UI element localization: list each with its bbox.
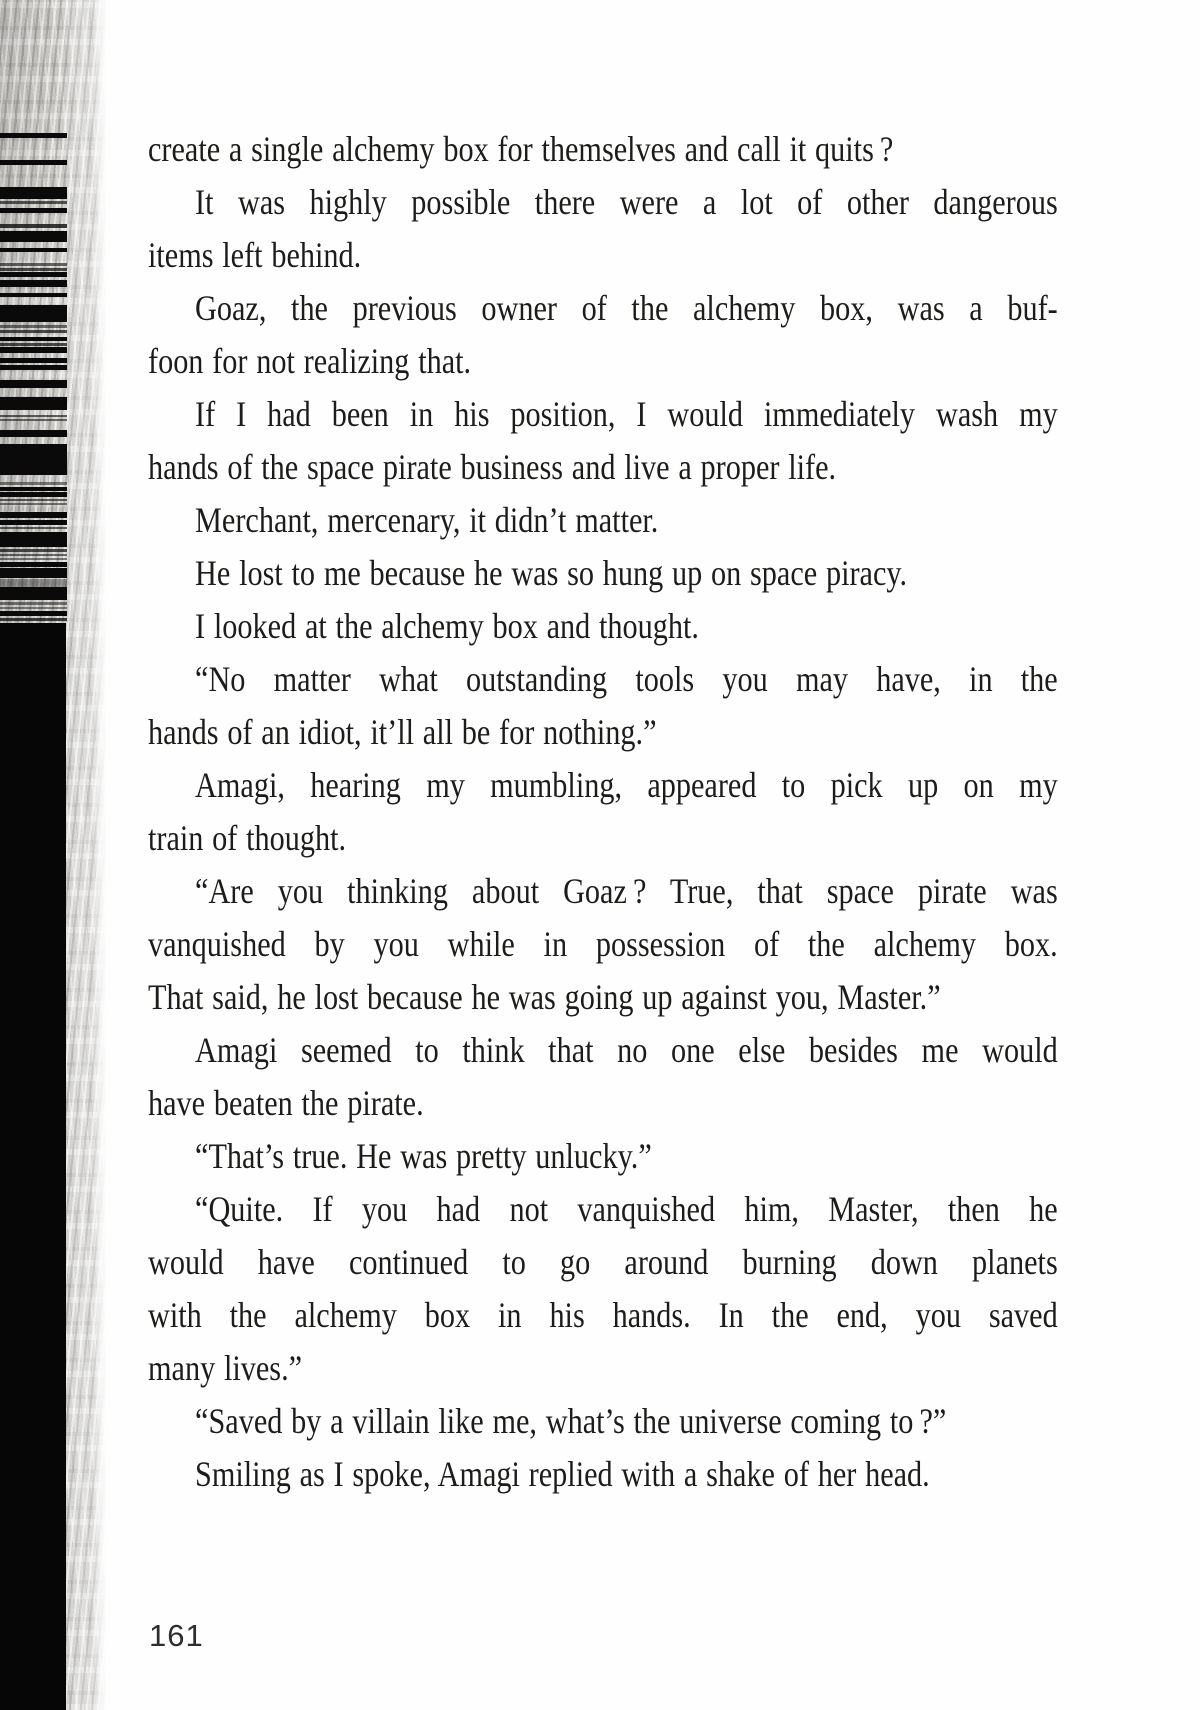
barcode-bar xyxy=(0,503,67,505)
barcode-bar xyxy=(0,187,67,199)
text-line: He lost to me because he was so hung up on space piracy. xyxy=(195,553,908,593)
text-line: “Are you thinking about Goaz ? True, that space pirate was xyxy=(195,871,1058,911)
text-line: with the alchemy box in his hands. In the end, you saved xyxy=(148,1295,1058,1335)
barcode-bar xyxy=(0,607,67,609)
barcode-bar xyxy=(0,611,67,616)
text-line: “No matter what outstanding tools you may have, in the xyxy=(195,659,1058,699)
text-line: Amagi, hearing my mumbling, appeared to pick up on my xyxy=(195,765,1058,805)
barcode-bar xyxy=(0,330,67,333)
text-line: “Saved by a villain like me, what’s the universe coming to ?” xyxy=(195,1401,947,1441)
barcode-bar xyxy=(0,444,67,475)
text-line: If I had been in his position, I would immediately wash my xyxy=(195,394,1058,434)
barcode-bar xyxy=(0,549,67,552)
text-line: vanquished by you while in possession of the alchemy box. xyxy=(148,924,1058,964)
barcode-bar xyxy=(0,562,67,567)
text-line: Amagi seemed to think that no one else besides me would xyxy=(195,1030,1058,1070)
text-line: Goaz, the previous owner of the alchemy box, was a buf- xyxy=(195,288,1058,328)
barcode-bar xyxy=(0,248,67,252)
body-text xyxy=(148,123,1058,1501)
barcode-bar xyxy=(0,487,67,491)
barcode-bar xyxy=(0,268,67,271)
barcode-bar xyxy=(0,305,67,322)
text-line: That said, he lost because he was going up against you, Master.” xyxy=(148,977,941,1017)
barcode-bar xyxy=(0,499,67,501)
barcode-bar xyxy=(0,512,67,518)
page-number: 161 xyxy=(149,1618,204,1653)
text-line: hands of the space pirate business and live a proper life. xyxy=(148,447,837,487)
barcode-bar xyxy=(0,558,67,560)
text-line: Smiling as I spoke, Amagi replied with a shake of her head. xyxy=(195,1454,930,1494)
barcode-bar xyxy=(0,201,67,204)
barcode-bar xyxy=(0,618,67,621)
barcode-bar xyxy=(0,554,67,556)
barcode-bar xyxy=(0,224,67,228)
barcode-bar xyxy=(0,532,67,547)
barcode-bar xyxy=(0,430,67,437)
barcode-bar xyxy=(0,419,67,421)
barcode-bar xyxy=(0,602,67,605)
text-line: would have continued to go around burning down planets xyxy=(148,1242,1058,1282)
barcode-bar xyxy=(0,272,67,277)
text-line: hands of an idiot, it’ll all be for nothing.” xyxy=(148,712,657,752)
barcode-bar xyxy=(0,280,67,287)
barcode-bar xyxy=(0,397,67,410)
barcode-bar xyxy=(0,579,67,587)
barcode-bar xyxy=(0,325,67,328)
text-line: have beaten the pirate. xyxy=(148,1083,424,1123)
barcode-bar xyxy=(0,343,67,346)
barcode-bar xyxy=(0,365,67,370)
barcode-bar xyxy=(0,160,67,165)
text-line: foon for not realizing that. xyxy=(148,341,472,381)
spine-texture-strip xyxy=(0,0,106,1710)
barcode-bar xyxy=(0,358,67,363)
text-line: I looked at the alchemy box and thought. xyxy=(195,606,699,646)
barcode-bar xyxy=(0,527,67,529)
barcode-bar xyxy=(0,482,67,485)
barcode-bar xyxy=(0,520,67,525)
text-line: create a single alchemy box for themselves and call it quits ? xyxy=(148,129,894,169)
barcode-bar xyxy=(0,337,67,341)
barcode-bar xyxy=(0,263,67,266)
barcode-bar xyxy=(0,587,67,600)
text-line: “That’s true. He was pretty unlucky.” xyxy=(195,1136,652,1176)
text-line: Merchant, mercenary, it didn’t matter. xyxy=(195,500,659,540)
barcode-bar xyxy=(0,133,67,138)
text-line: many lives.” xyxy=(148,1348,303,1388)
text-line: It was highly possible there were a lot of other dangerous xyxy=(195,182,1058,222)
barcode-bar xyxy=(0,415,67,417)
barcode-bar xyxy=(0,293,67,297)
barcode-bar xyxy=(0,492,67,497)
text-line: items left behind. xyxy=(148,235,362,275)
barcode-bar xyxy=(0,347,67,353)
spine-black-block xyxy=(0,623,66,1710)
barcode-bar xyxy=(0,568,67,578)
barcode-bar xyxy=(0,208,67,213)
text-line: “Quite. If you had not vanquished him, Master, then he xyxy=(195,1189,1058,1229)
barcode-bar xyxy=(0,231,67,242)
barcode-bar xyxy=(0,380,67,388)
text-line: train of thought. xyxy=(148,818,347,858)
